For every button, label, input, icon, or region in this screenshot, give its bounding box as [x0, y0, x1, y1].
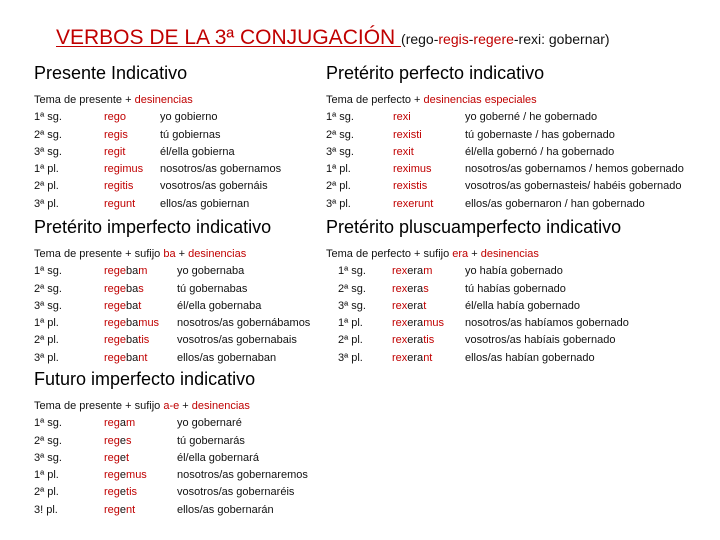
- person-label: 1ª pl.: [34, 163, 59, 176]
- verb-form: [104, 161, 143, 178]
- verb-ending: t: [126, 451, 130, 464]
- translation: él/ella gobierna: [160, 145, 235, 158]
- verb-suffix: ba: [126, 265, 139, 278]
- conjugation-row: [326, 350, 621, 367]
- verb-form: [104, 127, 128, 144]
- person-label: 3ª sg.: [326, 145, 354, 158]
- formula-part: desinencias: [191, 400, 250, 412]
- formula-part: + sufijo: [411, 248, 453, 260]
- section-pluscuamperfecto: [326, 216, 629, 367]
- formula-part: Tema de presente: [34, 248, 123, 260]
- verb-stem: rege: [104, 299, 127, 312]
- formula-part: desinencias: [134, 94, 193, 106]
- person-label: 2ª sg.: [338, 282, 366, 295]
- conjugation-row: [326, 178, 682, 195]
- verb-ending: t: [138, 299, 142, 312]
- verb-suffix: e: [119, 451, 127, 464]
- subtitle-part: regere: [473, 31, 514, 47]
- verb-form: [104, 332, 149, 349]
- verb-ending: mus: [126, 469, 147, 482]
- formula-part: Tema de perfecto: [326, 94, 411, 106]
- verb-stem: reg: [104, 417, 120, 430]
- verb-stem: rex: [393, 111, 409, 124]
- translation: yo gobernaba: [177, 265, 245, 278]
- verb-stem: rege: [104, 351, 127, 364]
- formula-part: +: [468, 248, 481, 260]
- person-label: 1ª sg.: [338, 265, 366, 278]
- verb-ending: isti: [408, 128, 422, 141]
- person-label: 3ª pl.: [34, 197, 59, 210]
- verb-stem: reg: [104, 197, 120, 210]
- translation: ellos/as gobernaron / han gobernado: [465, 197, 645, 210]
- formula-part: + sufijo: [122, 400, 164, 412]
- verb-stem: reg: [104, 469, 120, 482]
- translation: vosotros/as gobernáis: [160, 180, 268, 193]
- section-formula: [34, 398, 255, 415]
- formula-part: + sufijo: [122, 248, 164, 260]
- verb-stem: rege: [104, 334, 127, 347]
- conjugation-rows: [34, 263, 311, 367]
- verb-stem: reg: [104, 434, 120, 447]
- translation: yo gobernaré: [177, 417, 242, 430]
- person-label: 1ª sg.: [326, 111, 354, 124]
- verb-stem: rege: [104, 265, 127, 278]
- verb-stem: rex: [392, 334, 408, 347]
- verb-suffix: ba: [126, 334, 139, 347]
- verb-suffix: e: [119, 469, 127, 482]
- verb-stem: rex: [392, 282, 408, 295]
- verb-suffix: era: [407, 317, 424, 330]
- formula-part: +: [122, 94, 135, 106]
- conjugation-row: [34, 467, 308, 484]
- formula-part: +: [411, 94, 424, 106]
- verb-form: [393, 144, 414, 161]
- translation: nosotros/as habíamos gobernado: [465, 317, 629, 330]
- verb-form: [393, 178, 427, 195]
- verb-ending: tis: [138, 334, 150, 347]
- translation: él/ella gobernará: [177, 451, 259, 464]
- verb-form: [104, 467, 147, 484]
- verb-form: [392, 298, 426, 315]
- verb-form: [104, 263, 147, 280]
- verb-stem: reg: [104, 111, 120, 124]
- section-perfecto: [326, 62, 684, 213]
- verb-form: [392, 263, 432, 280]
- verb-ending: m: [423, 265, 433, 278]
- conjugation-rows: [326, 263, 629, 367]
- translation: ellos/as gobernaban: [177, 351, 277, 364]
- conjugation-row: [34, 127, 221, 144]
- conjugation-row: [34, 196, 250, 213]
- person-label: 3ª pl.: [34, 351, 59, 364]
- formula-part: desinencias especiales: [423, 94, 537, 106]
- subtitle-part: regis: [438, 31, 469, 47]
- verb-form: [393, 109, 411, 126]
- person-label: 3ª sg.: [338, 299, 366, 312]
- translation: tú gobernaste / has gobernado: [465, 128, 615, 141]
- translation: nosotros/as gobernamos: [160, 163, 282, 176]
- conjugation-rows: [34, 109, 282, 213]
- conjugation-row: [326, 332, 621, 349]
- verb-suffix: e: [119, 486, 127, 499]
- person-label: 1ª sg.: [34, 265, 62, 278]
- translation: tú gobernarás: [177, 434, 245, 447]
- person-label: 2ª sg.: [34, 434, 62, 447]
- translation: nosotros/as gobernamos / hemos gobernado: [465, 163, 684, 176]
- subtitle-part: -rexi: gobernar): [513, 31, 610, 47]
- verb-form: [392, 332, 434, 349]
- verb-stem: rex: [393, 163, 409, 176]
- verb-stem: rex: [392, 317, 408, 330]
- verb-ending: nt: [138, 351, 148, 364]
- conjugation-row: [326, 281, 621, 298]
- verb-stem: reg: [104, 180, 120, 193]
- verb-suffix: era: [407, 334, 424, 347]
- translation: él/ella había gobernado: [465, 299, 580, 312]
- subtitle-part: -: [468, 31, 474, 47]
- section-heading: Futuro imperfecto indicativo: [34, 369, 256, 389]
- section-formula: [326, 246, 621, 263]
- person-label: 2ª pl.: [34, 334, 59, 347]
- conjugation-row: [34, 415, 255, 432]
- verb-suffix: ba: [126, 317, 139, 330]
- verb-stem: reg: [104, 163, 120, 176]
- formula-part: desinencias: [188, 248, 247, 260]
- person-label: 3ª sg.: [34, 451, 62, 464]
- person-label: 3ª sg.: [34, 145, 62, 158]
- verb-ending: o: [119, 111, 127, 124]
- verb-form: [104, 298, 141, 315]
- verb-ending: mus: [423, 317, 444, 330]
- conjugation-row: [326, 298, 621, 315]
- conjugation-row: [326, 144, 615, 161]
- translation: ellos/as gobernarán: [177, 503, 274, 516]
- verb-suffix: a: [119, 417, 127, 430]
- subtitle-part: (rego-: [401, 31, 439, 47]
- conjugation-rows: [34, 415, 308, 519]
- conjugation-row: [326, 161, 684, 178]
- person-label: 3ª sg.: [34, 299, 62, 312]
- verb-suffix: e: [119, 434, 127, 447]
- verb-suffix: era: [407, 265, 424, 278]
- translation: tú gobiernas: [160, 128, 221, 141]
- verb-suffix: ba: [126, 282, 139, 295]
- verb-ending: nt: [423, 351, 433, 364]
- verb-ending: it: [119, 145, 126, 158]
- conjugation-row: [326, 315, 629, 332]
- conjugation-row: [34, 502, 274, 519]
- section-presente: [34, 62, 282, 213]
- translation: vosotros/as habíais gobernado: [465, 334, 616, 347]
- section-heading: Presente Indicativo: [34, 63, 188, 83]
- verb-stem: reg: [104, 486, 120, 499]
- verb-ending: imus: [408, 163, 432, 176]
- verb-stem: rex: [393, 145, 409, 158]
- verb-form: [104, 350, 147, 367]
- translation: ellos/as gobiernan: [160, 197, 250, 210]
- person-label: 2ª sg.: [34, 128, 62, 141]
- verb-stem: rex: [392, 351, 408, 364]
- verb-ending: unt: [119, 197, 136, 210]
- verb-ending: s: [423, 282, 429, 295]
- person-label: 3ª pl.: [326, 197, 351, 210]
- conjugation-row: [34, 315, 311, 332]
- verb-ending: itis: [119, 180, 134, 193]
- verb-stem: rex: [392, 265, 408, 278]
- verb-form: [104, 484, 137, 501]
- section-futuro: [34, 368, 308, 519]
- formula-part: Tema de presente: [34, 400, 123, 412]
- conjugation-row: [34, 263, 271, 280]
- conjugation-row: [34, 298, 271, 315]
- conjugation-row: [34, 281, 271, 298]
- translation: yo había gobernado: [465, 265, 563, 278]
- conjugation-rows: [326, 109, 684, 213]
- verb-form: [104, 144, 125, 161]
- verb-stem: reg: [104, 451, 120, 464]
- verb-ending: istis: [408, 180, 428, 193]
- conjugation-row: [34, 332, 297, 349]
- person-label: 2ª sg.: [34, 282, 62, 295]
- formula-part: +: [179, 400, 192, 412]
- conjugation-row: [326, 109, 598, 126]
- verb-ending: imus: [119, 163, 144, 176]
- verb-ending: s: [126, 434, 132, 447]
- translation: vosotros/as gobernasteis/ habéis gobernado: [465, 180, 682, 193]
- verb-ending: s: [138, 282, 144, 295]
- verb-suffix: era: [407, 299, 424, 312]
- formula-part: a-e: [163, 400, 180, 412]
- conjugation-row: [34, 144, 235, 161]
- translation: tú gobernabas: [177, 282, 248, 295]
- verb-suffix: e: [119, 503, 127, 516]
- verb-suffix: ba: [126, 351, 139, 364]
- section-heading: Pretérito perfecto indicativo: [326, 63, 545, 83]
- verb-suffix: era: [407, 351, 424, 364]
- translation: vosotros/as gobernaréis: [177, 486, 295, 499]
- conjugation-row: [326, 127, 615, 144]
- translation: él/ella gobernó / ha gobernado: [465, 145, 615, 158]
- verb-form: [392, 281, 429, 298]
- verb-stem: rege: [104, 317, 127, 330]
- person-label: 1ª pl.: [34, 469, 59, 482]
- page-title: [56, 26, 610, 50]
- section-formula: [326, 92, 544, 109]
- verb-form: [104, 178, 133, 195]
- verb-ending: m: [126, 417, 136, 430]
- person-label: 1ª sg.: [34, 111, 62, 124]
- translation: yo goberné / he gobernado: [465, 111, 598, 124]
- verb-ending: tis: [126, 486, 138, 499]
- verb-form: [104, 415, 135, 432]
- person-label: 1ª sg.: [34, 417, 62, 430]
- verb-ending: nt: [126, 503, 136, 516]
- title-main: VERBOS DE LA 3ª CONJUGACIÓN: [56, 26, 402, 49]
- person-label: 2ª pl.: [34, 486, 59, 499]
- title-subtitle: [401, 31, 610, 47]
- verb-stem: rex: [393, 128, 409, 141]
- verb-form: [392, 350, 432, 367]
- conjugation-row: [326, 263, 621, 280]
- person-label: 3! pl.: [34, 503, 58, 516]
- person-label: 1ª pl.: [338, 317, 363, 330]
- person-label: 1ª pl.: [34, 317, 59, 330]
- person-label: 2ª pl.: [338, 334, 363, 347]
- verb-ending: it: [408, 145, 414, 158]
- conjugation-row: [34, 178, 268, 195]
- verb-ending: m: [138, 265, 148, 278]
- conjugation-row: [326, 196, 645, 213]
- verb-stem: reg: [104, 128, 120, 141]
- verb-ending: is: [119, 128, 128, 141]
- verb-form: [104, 281, 144, 298]
- formula-part: +: [175, 248, 189, 260]
- verb-ending: i: [408, 111, 411, 124]
- person-label: 1ª pl.: [326, 163, 351, 176]
- verb-form: [104, 315, 159, 332]
- translation: tú habías gobernado: [465, 282, 566, 295]
- verb-form: [104, 196, 135, 213]
- verb-form: [104, 109, 126, 126]
- verb-stem: rex: [392, 299, 408, 312]
- verb-stem: rege: [104, 282, 127, 295]
- formula-part: Tema de presente: [34, 94, 123, 106]
- verb-form: [393, 196, 433, 213]
- verb-ending: tis: [423, 334, 435, 347]
- translation: nosotros/as gobernaremos: [177, 469, 308, 482]
- translation: vosotros/as gobernabais: [177, 334, 297, 347]
- verb-ending: erunt: [408, 197, 434, 210]
- verb-form: [104, 433, 132, 450]
- person-label: 2ª sg.: [326, 128, 354, 141]
- verb-stem: rex: [393, 197, 409, 210]
- conjugation-row: [34, 161, 282, 178]
- verb-stem: reg: [104, 145, 120, 158]
- verb-form: [392, 315, 444, 332]
- person-label: 3ª pl.: [338, 351, 363, 364]
- formula-part: desinencias: [480, 248, 539, 260]
- verb-form: [104, 502, 135, 519]
- formula-part: ba: [163, 248, 176, 260]
- verb-form: [393, 127, 422, 144]
- person-label: 2ª pl.: [326, 180, 351, 193]
- person-label: 2ª pl.: [34, 180, 59, 193]
- verb-ending: mus: [138, 317, 160, 330]
- verb-form: [393, 161, 432, 178]
- formula-part: Tema de perfecto: [326, 248, 411, 260]
- verb-suffix: era: [407, 282, 424, 295]
- verb-stem: rex: [393, 180, 409, 193]
- formula-part: era: [452, 248, 469, 260]
- verb-form: [104, 450, 129, 467]
- verb-ending: t: [423, 299, 427, 312]
- conjugation-row: [34, 109, 218, 126]
- section-heading: Pretérito pluscuamperfecto indicativo: [326, 217, 622, 237]
- translation: ellos/as habían gobernado: [465, 351, 595, 364]
- translation: él/ella gobernaba: [177, 299, 262, 312]
- conjugation-row: [34, 484, 295, 501]
- verb-stem: reg: [104, 503, 120, 516]
- translation: nosotros/as gobernábamos: [177, 317, 311, 330]
- section-formula: [34, 92, 193, 109]
- conjugation-row: [34, 450, 259, 467]
- section-imperfecto: [34, 216, 311, 367]
- conjugation-row: [34, 350, 277, 367]
- verb-suffix: ba: [126, 299, 139, 312]
- section-heading: Pretérito imperfecto indicativo: [34, 217, 272, 237]
- section-formula: [34, 246, 271, 263]
- translation: yo gobierno: [160, 111, 218, 124]
- conjugation-row: [34, 433, 255, 450]
